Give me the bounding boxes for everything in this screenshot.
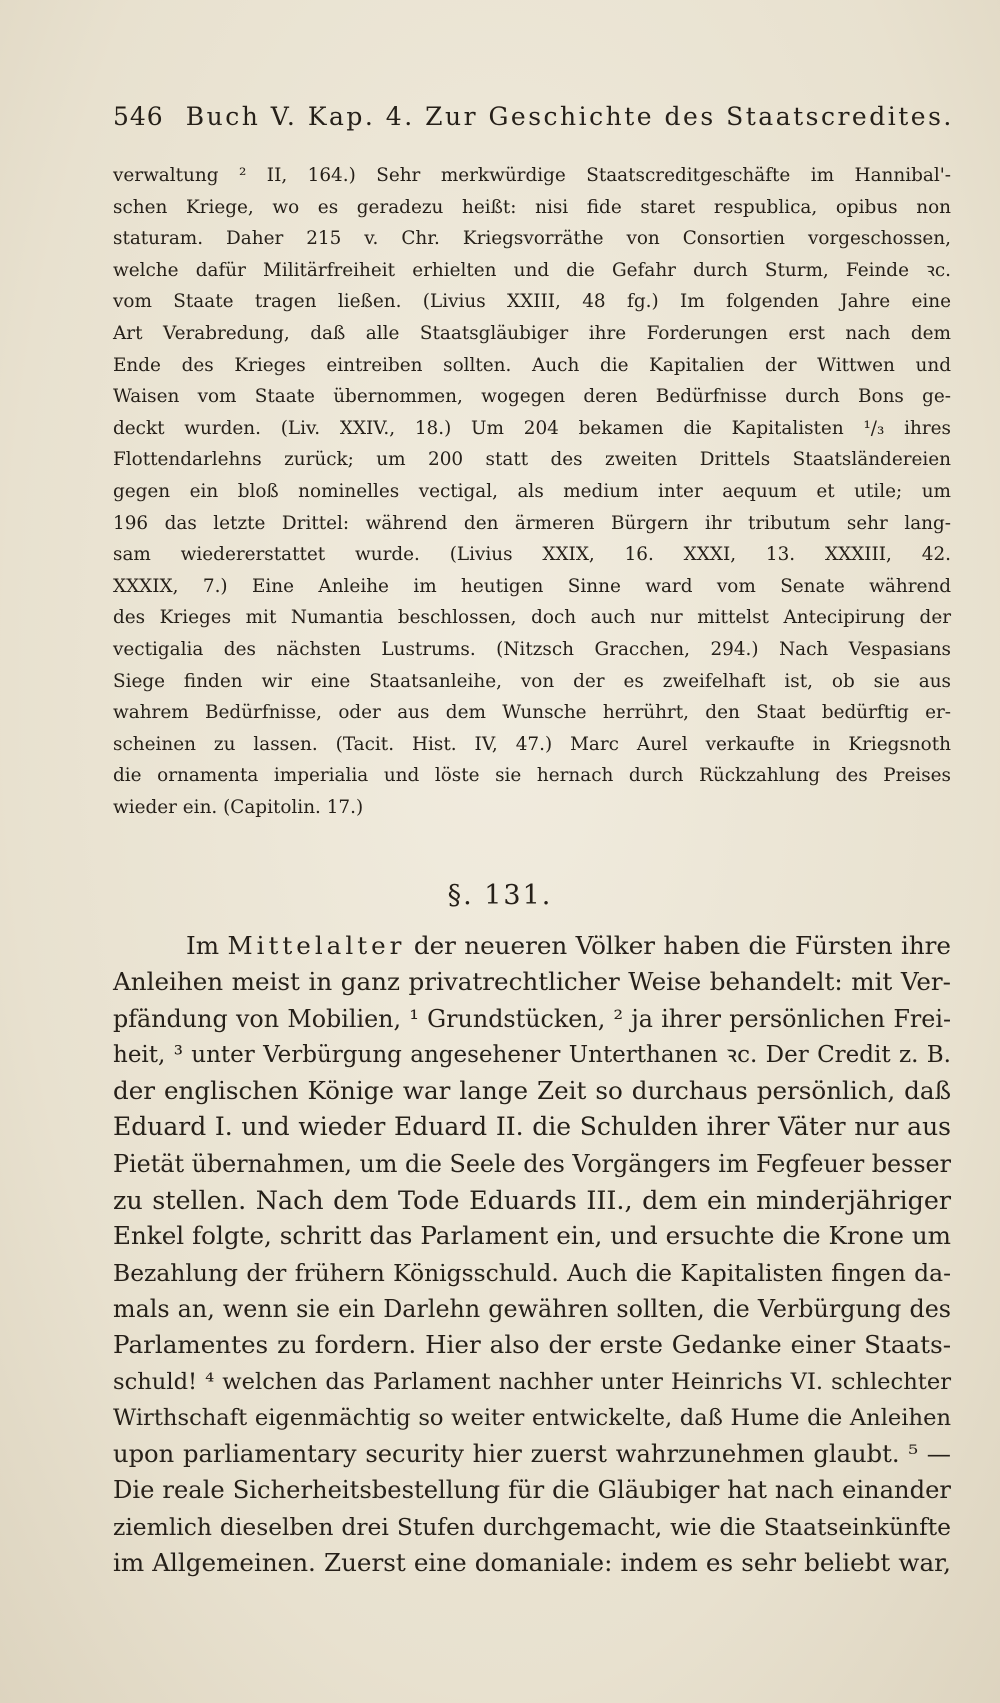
body-first-line	[113, 928, 951, 964]
footnote-line: vectigalia des nächsten Lustrums. (Nitzsch Gracchen, 294.) Nach Vespasians	[113, 638, 951, 660]
running-title: Buch V. Kap. 4. Zur Geschichte des Staatscredites.	[185, 102, 954, 131]
page-number: 546	[113, 102, 164, 131]
footnote-line: deckt wurden. (Liv. XXIV., 18.) Um 204 bekamen die Kapitalisten ¹/₃ ihres	[113, 417, 951, 439]
body-line: Die reale Sicherheitsbestellung für die Gläubiger hat nach einander	[113, 1476, 951, 1505]
body-line: upon parliamentary security hier zuerst wahrzunehmen glaubt. ⁵ —	[113, 1440, 951, 1469]
emphasis-word: Mittelalter	[227, 931, 406, 960]
body-line: Anleihen meist in ganz privatrechtlicher Weise behandelt: mit Ver-	[113, 967, 951, 997]
footnote-line: Flottendarlehns zurück; um 200 statt des zweiten Drittels Staatsländereien	[113, 449, 951, 471]
first-word: Im	[186, 931, 220, 960]
body-line: schuld! ⁴ welchen das Parlament nachher unter Heinrichs VI. schlechter	[113, 1368, 951, 1395]
footnote-line: Art Verabredung, daß alle Staatsgläubiger ihre Forderungen erst nach dem	[113, 322, 951, 344]
body-line: Parlamentes zu fordern. Hier also der erste Gedanke einer Staats-	[113, 1330, 951, 1360]
footnote-line: scheinen zu lassen. (Tacit. Hist. IV, 47.) Marc Aurel verkaufte in Kriegsnoth	[113, 733, 951, 755]
footnote-line: schen Kriege, wo es geradezu heißt: nisi fide staret respublica, opibus non	[113, 196, 951, 218]
body-line: der englischen Könige war lange Zeit so durchaus persönlich, daß	[113, 1076, 951, 1106]
body-paragraph	[113, 928, 951, 1581]
footnote-line: welche dafür Militärfreiheit erhielten und die Gefahr durch Sturm, Feinde ꝛc.	[113, 259, 951, 281]
footnote-line: 196 das letzte Drittel: während den ärmeren Bürgern ihr tributum sehr lang-	[113, 512, 951, 534]
body-line: mals an, wenn sie ein Darlehn gewähren sollten, die Verbürgung des	[113, 1294, 951, 1323]
body-line: zu stellen. Nach dem Tode Eduards III., dem ein minderjähriger	[113, 1185, 951, 1216]
footnote-line: vom Staate tragen ließen. (Livius XXIII, 48 fg.) Im folgenden Jahre eine	[113, 291, 951, 313]
footnote-line: staturam. Daher 215 v. Chr. Kriegsvorräthe von Consortien vorgeschossen,	[113, 228, 951, 250]
footnote-line: Waisen vom Staate übernommen, wogegen deren Bedürfnisse durch Bons ge-	[113, 386, 951, 408]
body-line: Pietät übernahmen, um die Seele des Vorgängers im Fegfeuer besser	[113, 1149, 951, 1178]
footnote-line: gegen ein bloß nominelles vectigal, als medium inter aequum et utile; um	[113, 480, 951, 502]
first-line-rest: der neueren Völker haben die Fürsten ihre	[413, 931, 951, 960]
footnote-continuation	[113, 160, 951, 823]
body-line: ziemlich dieselben drei Stufen durchgemacht, wie die Staatseinkünfte	[113, 1512, 951, 1541]
body-line: Eduard I. und wieder Eduard II. die Schulden ihrer Väter nur aus	[113, 1112, 951, 1142]
running-header	[113, 102, 954, 131]
body-line: heit, ³ unter Verbürgung angesehener Unterthanen ꝛc. Der Credit z. B.	[113, 1041, 951, 1068]
footnote-line: sam wiedererstattet wurde. (Livius XXIX, 16. XXXI, 13. XXXIII, 42.	[113, 544, 951, 566]
footnote-line: verwaltung ² II, 164.) Sehr merkwürdige Staatscreditgeschäfte im Hannibal'-	[113, 165, 951, 186]
section-heading: §. 131.	[447, 880, 553, 911]
footnote-line: des Krieges mit Numantia beschlossen, doch auch nur mittelst Antecipirung der	[113, 607, 951, 629]
footnote-line: Ende des Krieges eintreiben sollten. Auch die Kapitalien der Wittwen und	[113, 354, 951, 376]
footnote-line: wahrem Bedürfnisse, oder aus dem Wunsche herrührt, den Staat bedürftig er-	[113, 702, 951, 724]
body-line: Wirthschaft eigenmächtig so weiter entwickelte, daß Hume die Anleihen	[113, 1404, 951, 1431]
body-line: im Allgemeinen. Zuerst eine domaniale: indem es sehr beliebt war,	[113, 1548, 951, 1578]
body-line: Enkel folgte, schritt das Parlament ein, und ersuchte die Krone um	[113, 1221, 951, 1251]
footnote-line: Siege finden wir eine Staatsanleihe, von der es zweifelhaft ist, ob sie aus	[113, 670, 951, 692]
body-line: pfändung von Mobilien, ¹ Grundstücken, ² ja ihrer persönlichen Frei-	[113, 1004, 951, 1033]
footnote-line: XXXIX, 7.) Eine Anleihe im heutigen Sinne ward vom Senate während	[113, 575, 951, 597]
footnote-line: die ornamenta imperialia und löste sie hernach durch Rückzahlung des Preises	[113, 765, 951, 787]
footnote-line: wieder ein. (Capitolin. 17.)	[113, 796, 364, 818]
body-line: Bezahlung der frühern Königsschuld. Auch die Kapitalisten fingen da-	[113, 1258, 951, 1287]
